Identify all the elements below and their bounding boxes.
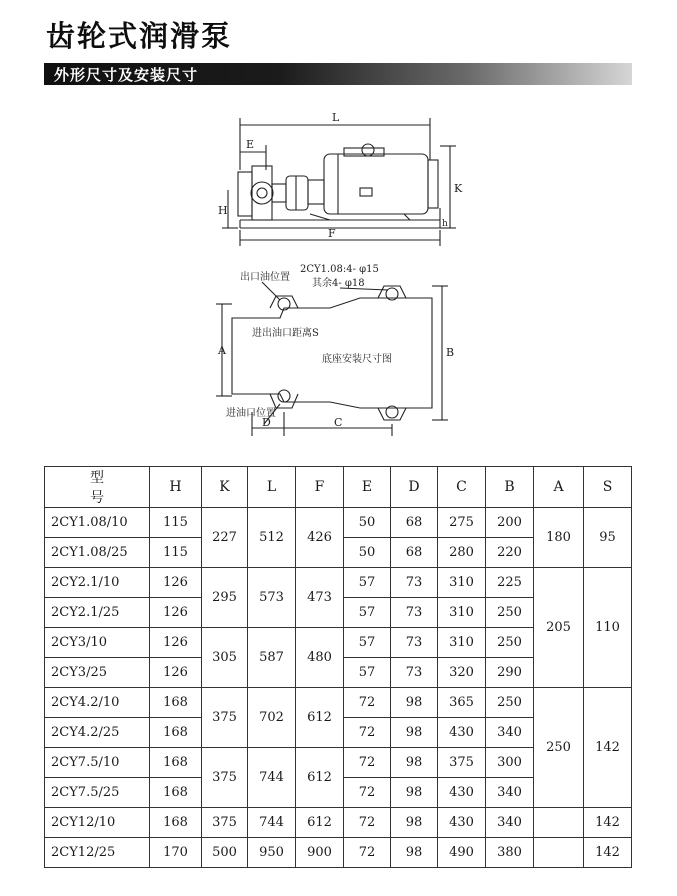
cell-S: 142 <box>584 838 632 868</box>
cell-H: 126 <box>150 598 202 628</box>
cell-B: 225 <box>486 568 534 598</box>
table-row <box>45 808 632 838</box>
cell-C: 490 <box>438 838 486 868</box>
header-K: K <box>202 467 248 508</box>
port-distance-label: 进出油口距离S <box>252 328 319 339</box>
cell-C: 430 <box>438 808 486 838</box>
cell-K: 227 <box>202 508 248 568</box>
cell-H: 115 <box>150 538 202 568</box>
dimension-table <box>44 466 632 868</box>
table-row <box>45 568 632 598</box>
cell-F: 612 <box>296 688 344 748</box>
cell-model: 2CY7.5/10 <box>45 748 150 778</box>
cell-C: 310 <box>438 628 486 658</box>
cell-L: 587 <box>248 628 296 688</box>
cell-model: 2CY4.2/25 <box>45 718 150 748</box>
table-row <box>45 508 632 538</box>
cell-D: 68 <box>391 508 438 538</box>
cell-model: 2CY12/10 <box>45 808 150 838</box>
section-header-bar <box>44 63 632 85</box>
cell-F: 900 <box>296 838 344 868</box>
cell-E: 50 <box>344 538 391 568</box>
dim-D-label: D <box>262 416 271 429</box>
cell-E: 72 <box>344 688 391 718</box>
header-L: L <box>248 467 296 508</box>
cell-D: 98 <box>391 808 438 838</box>
cell-A: 180 <box>534 508 584 568</box>
cell-D: 98 <box>391 778 438 808</box>
dim-B-label: B <box>446 346 455 359</box>
inlet-position-label: 进油口位置 <box>226 408 276 419</box>
cell-H: 126 <box>150 568 202 598</box>
cell-K: 305 <box>202 628 248 688</box>
cell-E: 57 <box>344 598 391 628</box>
page-title: 齿轮式润滑泵 <box>46 19 233 53</box>
hole-spec-1: 2CY1.08:4- φ15 <box>300 264 379 275</box>
dim-E-label: E <box>246 138 255 151</box>
cell-D: 73 <box>391 658 438 688</box>
dim-h-label: h <box>442 219 448 229</box>
header-model: 型 号 <box>45 467 150 508</box>
cell-B: 250 <box>486 598 534 628</box>
cell-D: 73 <box>391 568 438 598</box>
cell-F: 612 <box>296 808 344 838</box>
cell-B: 200 <box>486 508 534 538</box>
cell-model: 2CY3/10 <box>45 628 150 658</box>
cell-model: 2CY1.08/25 <box>45 538 150 568</box>
cell-H: 115 <box>150 508 202 538</box>
cell-C: 310 <box>438 598 486 628</box>
dim-C-label: C <box>334 416 343 429</box>
cell-B: 340 <box>486 808 534 838</box>
cell-E: 50 <box>344 508 391 538</box>
cell-B: 380 <box>486 838 534 868</box>
cell-H: 168 <box>150 748 202 778</box>
cell-E: 57 <box>344 628 391 658</box>
cell-K: 375 <box>202 748 248 808</box>
cell-model: 2CY2.1/25 <box>45 598 150 628</box>
header-E: E <box>344 467 391 508</box>
header-S: S <box>584 467 632 508</box>
cell-E: 72 <box>344 718 391 748</box>
cell-C: 310 <box>438 568 486 598</box>
cell-model: 2CY3/25 <box>45 658 150 688</box>
cell-D: 98 <box>391 688 438 718</box>
table-row <box>45 688 632 718</box>
cell-model: 2CY2.1/10 <box>45 568 150 598</box>
cell-A-empty <box>534 838 584 868</box>
dim-H-label: H <box>218 204 228 217</box>
cell-S: 95 <box>584 508 632 568</box>
cell-model: 2CY7.5/25 <box>45 778 150 808</box>
cell-D: 73 <box>391 628 438 658</box>
cell-model: 2CY12/25 <box>45 838 150 868</box>
cell-L: 744 <box>248 808 296 838</box>
cell-E: 72 <box>344 778 391 808</box>
header-H: H <box>150 467 202 508</box>
cell-D: 98 <box>391 838 438 868</box>
cell-B: 340 <box>486 718 534 748</box>
cell-A: 250 <box>534 688 584 808</box>
cell-model: 2CY1.08/10 <box>45 508 150 538</box>
cell-B: 300 <box>486 748 534 778</box>
header-C: C <box>438 467 486 508</box>
header-F: F <box>296 467 344 508</box>
cell-C: 320 <box>438 658 486 688</box>
cell-D: 73 <box>391 598 438 628</box>
cell-L: 744 <box>248 748 296 808</box>
cell-K: 375 <box>202 808 248 838</box>
cell-H: 168 <box>150 688 202 718</box>
cell-D: 98 <box>391 748 438 778</box>
cell-H: 168 <box>150 718 202 748</box>
cell-S: 110 <box>584 568 632 688</box>
cell-A: 205 <box>534 568 584 688</box>
outlet-position-label: 出口油位置 <box>240 272 290 283</box>
cell-A-empty <box>534 808 584 838</box>
technical-drawing <box>0 90 677 460</box>
cell-H: 126 <box>150 628 202 658</box>
cell-D: 98 <box>391 718 438 748</box>
cell-H: 170 <box>150 838 202 868</box>
pump-motor-elevation <box>222 118 456 246</box>
cell-B: 250 <box>486 688 534 718</box>
cell-C: 365 <box>438 688 486 718</box>
cell-K: 375 <box>202 688 248 748</box>
dim-A-label: A <box>218 344 226 357</box>
header-B: B <box>486 467 534 508</box>
cell-L: 512 <box>248 508 296 568</box>
cell-C: 280 <box>438 538 486 568</box>
cell-E: 72 <box>344 838 391 868</box>
cell-C: 375 <box>438 748 486 778</box>
cell-C: 275 <box>438 508 486 538</box>
cell-H: 168 <box>150 808 202 838</box>
cell-S: 142 <box>584 688 632 808</box>
cell-F: 473 <box>296 568 344 628</box>
cell-B: 340 <box>486 778 534 808</box>
cell-S: 142 <box>584 808 632 838</box>
cell-model: 2CY4.2/10 <box>45 688 150 718</box>
cell-E: 72 <box>344 808 391 838</box>
dim-K-label: K <box>454 182 463 195</box>
header-D: D <box>391 467 438 508</box>
table-header-row <box>45 467 632 508</box>
cell-E: 72 <box>344 748 391 778</box>
dim-L-label: L <box>332 111 340 124</box>
cell-L: 573 <box>248 568 296 628</box>
cell-E: 57 <box>344 568 391 598</box>
section-title: 外形尺寸及安装尺寸 <box>54 66 199 84</box>
cell-H: 126 <box>150 658 202 688</box>
cell-B: 220 <box>486 538 534 568</box>
hole-spec-2: 其余4- φ18 <box>312 278 365 289</box>
cell-H: 168 <box>150 778 202 808</box>
cell-K: 500 <box>202 838 248 868</box>
header-A: A <box>534 467 584 508</box>
cell-K: 295 <box>202 568 248 628</box>
cell-L: 702 <box>248 688 296 748</box>
cell-D: 68 <box>391 538 438 568</box>
cell-C: 430 <box>438 778 486 808</box>
cell-L: 950 <box>248 838 296 868</box>
cell-E: 57 <box>344 658 391 688</box>
table-row <box>45 838 632 868</box>
cell-F: 612 <box>296 748 344 808</box>
cell-B: 250 <box>486 628 534 658</box>
base-mount-label: 底座安装尺寸图 <box>322 354 392 365</box>
cell-F: 480 <box>296 628 344 688</box>
cell-F: 426 <box>296 508 344 568</box>
cell-B: 290 <box>486 658 534 688</box>
cell-C: 430 <box>438 718 486 748</box>
dim-F-label: F <box>328 227 336 240</box>
